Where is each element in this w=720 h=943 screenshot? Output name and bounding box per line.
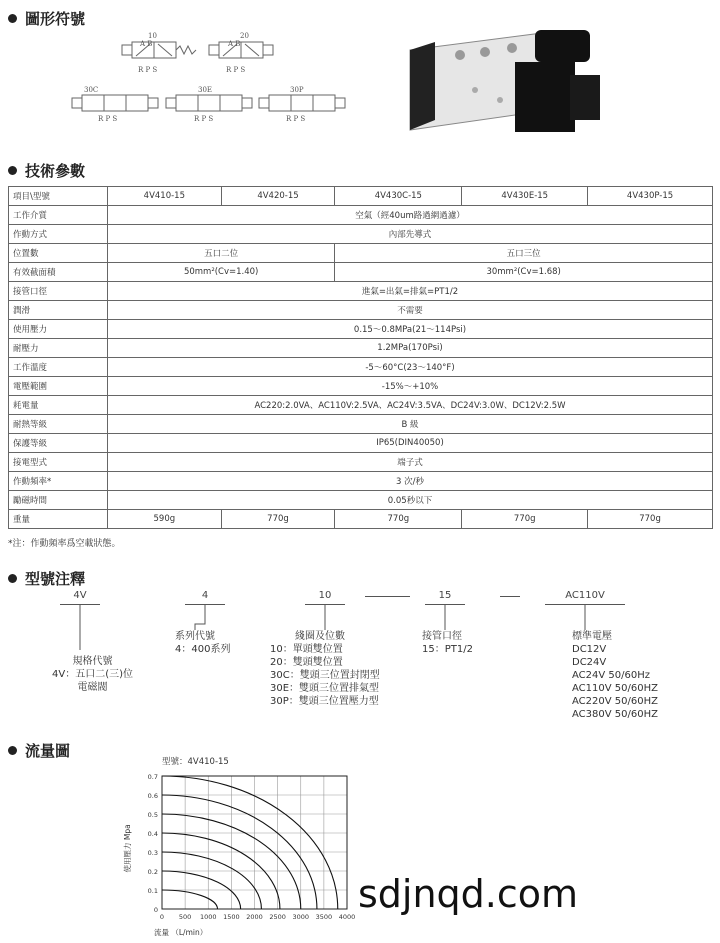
y-tick-label: 0.2 bbox=[147, 868, 158, 876]
table-row bbox=[9, 510, 713, 529]
row-label: 作動方式 bbox=[9, 225, 108, 244]
bullet-icon bbox=[8, 14, 17, 23]
flow-curve bbox=[162, 776, 338, 909]
table-row bbox=[9, 491, 713, 510]
table-row bbox=[9, 396, 713, 415]
row-value: 空氣（經40um路過網過濾） bbox=[108, 206, 713, 225]
table-row bbox=[9, 434, 713, 453]
desc-line: 15：PT1/2 bbox=[422, 644, 473, 655]
table-header-cell: 4V430E-15 bbox=[462, 187, 588, 206]
row-label: 使用壓力 bbox=[9, 320, 108, 339]
x-tick-label: 0 bbox=[159, 913, 165, 921]
symbol-label-10: 10 bbox=[148, 32, 157, 40]
row-label: 耐壓力 bbox=[9, 339, 108, 358]
table-row bbox=[9, 472, 713, 491]
y-tick-label: 0 bbox=[153, 906, 158, 914]
y-tick-label: 0.1 bbox=[147, 887, 158, 895]
table-row bbox=[9, 377, 713, 396]
table-header-cell: 4V430P-15 bbox=[588, 187, 713, 206]
bullet-icon bbox=[8, 746, 17, 755]
model-part-coil: 10 bbox=[318, 590, 332, 601]
table-row bbox=[9, 263, 713, 282]
x-tick-label: 1500 bbox=[223, 913, 240, 921]
table-row bbox=[9, 206, 713, 225]
desc-line: DC24V bbox=[572, 657, 607, 668]
desc-line: AC380V 50/60HZ bbox=[572, 709, 658, 720]
symbol-label-30c: 30C bbox=[84, 86, 99, 94]
valve-symbol-10 bbox=[120, 32, 200, 78]
section-specs-text: 技術參數 bbox=[25, 162, 86, 180]
table-header-cell: 4V430C-15 bbox=[335, 187, 462, 206]
footnote: *注：作動頻率爲空載狀態。 bbox=[8, 539, 121, 549]
table-row bbox=[9, 282, 713, 301]
row-value: AC220:2.0VA、AC110V:2.5VA、AC24V:3.5VA、DC24V:3.0W、DC12V:2.5W bbox=[108, 396, 713, 415]
symbol-ports-bottom: R P S bbox=[286, 115, 306, 123]
section-title-model bbox=[8, 568, 85, 589]
table-header-row bbox=[9, 187, 713, 206]
row-label: 工作介質 bbox=[9, 206, 108, 225]
table-row bbox=[9, 320, 713, 339]
row-label: 電壓範圍 bbox=[9, 377, 108, 396]
row-value: 不需要 bbox=[108, 301, 713, 320]
row-value: 進氣=出氣=排氣=PT1/2 bbox=[108, 282, 713, 301]
desc-line: 10：單頭雙位置 bbox=[270, 644, 343, 655]
desc-line: 30P：雙頭三位置壓力型 bbox=[270, 696, 379, 707]
table-row bbox=[9, 301, 713, 320]
row-label: 有效截面積 bbox=[9, 263, 108, 282]
table-row bbox=[9, 225, 713, 244]
row-value: -5～60°C(23～140°F) bbox=[108, 358, 713, 377]
desc-line: 綫圈及位數 bbox=[295, 631, 345, 642]
symbol-label-20: 20 bbox=[240, 32, 249, 40]
spec-table bbox=[8, 186, 713, 529]
row-value-right: 30mm²(Cv=1.68) bbox=[335, 263, 713, 282]
row-value: -15%～+10% bbox=[108, 377, 713, 396]
row-value: 1.2MPa(170Psi) bbox=[108, 339, 713, 358]
model-part-voltage: AC110V bbox=[565, 590, 605, 601]
dash bbox=[500, 596, 520, 597]
x-tick-label: 1000 bbox=[199, 913, 217, 921]
row-label: 耗電量 bbox=[9, 396, 108, 415]
row-label: 接電型式 bbox=[9, 453, 108, 472]
symbol-ports-bottom: R P S bbox=[226, 66, 246, 74]
model-desc-coil bbox=[270, 630, 380, 708]
chart-title: 型號：4V410-15 bbox=[162, 757, 229, 767]
desc-line: 標準電壓 bbox=[572, 631, 612, 642]
row-label: 保護等級 bbox=[9, 434, 108, 453]
section-symbols-text: 圖形符號 bbox=[25, 10, 86, 28]
symbol-label-30p: 30P bbox=[290, 86, 304, 94]
section-flow-text: 流量圖 bbox=[25, 742, 71, 760]
row-label: 工作溫度 bbox=[9, 358, 108, 377]
y-tick-label: 0.7 bbox=[147, 773, 158, 781]
desc-line: 規格代號 bbox=[72, 656, 113, 667]
table-header-cell: 4V420-15 bbox=[221, 187, 335, 206]
row-value: 端子式 bbox=[108, 453, 713, 472]
desc-line: AC220V 50/60HZ bbox=[572, 696, 658, 707]
symbol-ports-top: A B bbox=[228, 40, 241, 48]
row-value: 0.15～0.8MPa(21～114Psi) bbox=[108, 320, 713, 339]
desc-line: AC24V 50/60Hz bbox=[572, 670, 650, 681]
x-tick-label: 4000 bbox=[338, 913, 356, 921]
flow-chart bbox=[120, 752, 370, 940]
x-tick-label: 2500 bbox=[269, 913, 286, 921]
row-value: 0.05秒以下 bbox=[108, 491, 713, 510]
weight-cell: 770g bbox=[221, 510, 335, 529]
table-row bbox=[9, 339, 713, 358]
row-label: 潤滑 bbox=[9, 301, 108, 320]
desc-line: 20：雙頭雙位置 bbox=[270, 657, 343, 668]
table-row bbox=[9, 244, 713, 263]
desc-line: 系列代號 bbox=[175, 631, 215, 642]
desc-line: 4V：五口二(三)位 bbox=[52, 669, 134, 680]
desc-line: 接管口徑 bbox=[422, 631, 462, 642]
symbol-label-30e: 30E bbox=[198, 86, 213, 94]
model-part-port: 15 bbox=[438, 590, 452, 601]
section-title-specs bbox=[8, 160, 85, 181]
table-row bbox=[9, 358, 713, 377]
table-row bbox=[9, 415, 713, 434]
section-model-text: 型號注釋 bbox=[25, 570, 86, 588]
x-tick-label: 3000 bbox=[292, 913, 310, 921]
row-value: 內部先導式 bbox=[108, 225, 713, 244]
flow-curve bbox=[162, 890, 218, 909]
symbol-ports-bottom: R P S bbox=[138, 66, 158, 74]
table-row bbox=[9, 453, 713, 472]
row-label: 位置數 bbox=[9, 244, 108, 263]
desc-line: AC110V 50/60HZ bbox=[572, 683, 658, 694]
x-tick-label: 3500 bbox=[315, 913, 333, 921]
x-tick-label: 2000 bbox=[246, 913, 263, 921]
model-desc-spec bbox=[52, 655, 133, 694]
desc-line: 30C：雙頭三位置封閉型 bbox=[270, 670, 380, 681]
solenoid-valve-image bbox=[400, 20, 630, 149]
table-header-cell: 4V410-15 bbox=[108, 187, 222, 206]
desc-line: 4：400系列 bbox=[175, 644, 231, 655]
x-tick-label: 500 bbox=[178, 913, 192, 921]
model-part-spec: 4V bbox=[73, 590, 87, 601]
model-desc-series bbox=[175, 630, 230, 656]
model-part-series: 4 bbox=[201, 590, 209, 601]
row-label: 接管口徑 bbox=[9, 282, 108, 301]
bullet-icon bbox=[8, 166, 17, 175]
watermark-text: sdjnqd.com bbox=[358, 872, 579, 916]
row-label: 勵磁時間 bbox=[9, 491, 108, 510]
y-tick-label: 0.4 bbox=[147, 830, 158, 838]
desc-line: 30E：雙頭三位置排氣型 bbox=[270, 683, 380, 694]
x-axis-label: 流量 （L/min） bbox=[154, 928, 208, 937]
dash bbox=[365, 596, 410, 597]
row-label: 作動頻率* bbox=[9, 472, 108, 491]
weight-cell: 770g bbox=[462, 510, 588, 529]
model-desc-port bbox=[422, 630, 473, 656]
row-value-left: 50mm²(Cv=1.40) bbox=[108, 263, 335, 282]
desc-line: DC12V bbox=[572, 644, 607, 655]
row-label: 重量 bbox=[9, 510, 108, 529]
table-header-cell: 項目\型號 bbox=[9, 187, 108, 206]
desc-line: 電磁閥 bbox=[77, 682, 108, 693]
row-label: 耐熱等級 bbox=[9, 415, 108, 434]
weight-cell: 770g bbox=[588, 510, 713, 529]
weight-cell: 770g bbox=[335, 510, 462, 529]
bullet-icon bbox=[8, 574, 17, 583]
symbol-ports-bottom: R P S bbox=[98, 115, 118, 123]
symbol-ports-bottom: R P S bbox=[194, 115, 214, 123]
y-tick-label: 0.5 bbox=[147, 811, 158, 819]
y-axis-label: 使用壓力 Mpa bbox=[123, 824, 132, 873]
model-desc-voltage bbox=[572, 630, 658, 721]
symbol-ports-top: A B bbox=[140, 40, 153, 48]
section-title-symbols bbox=[8, 8, 85, 29]
y-tick-label: 0.3 bbox=[147, 849, 158, 857]
y-tick-label: 0.6 bbox=[147, 792, 158, 800]
row-value: 3 次/秒 bbox=[108, 472, 713, 491]
row-value-left: 五口二位 bbox=[108, 244, 335, 263]
row-value: B 級 bbox=[108, 415, 713, 434]
section-title-flow bbox=[8, 740, 70, 761]
row-value-right: 五口三位 bbox=[335, 244, 713, 263]
row-value: IP65(DIN40050) bbox=[108, 434, 713, 453]
weight-cell: 590g bbox=[108, 510, 222, 529]
